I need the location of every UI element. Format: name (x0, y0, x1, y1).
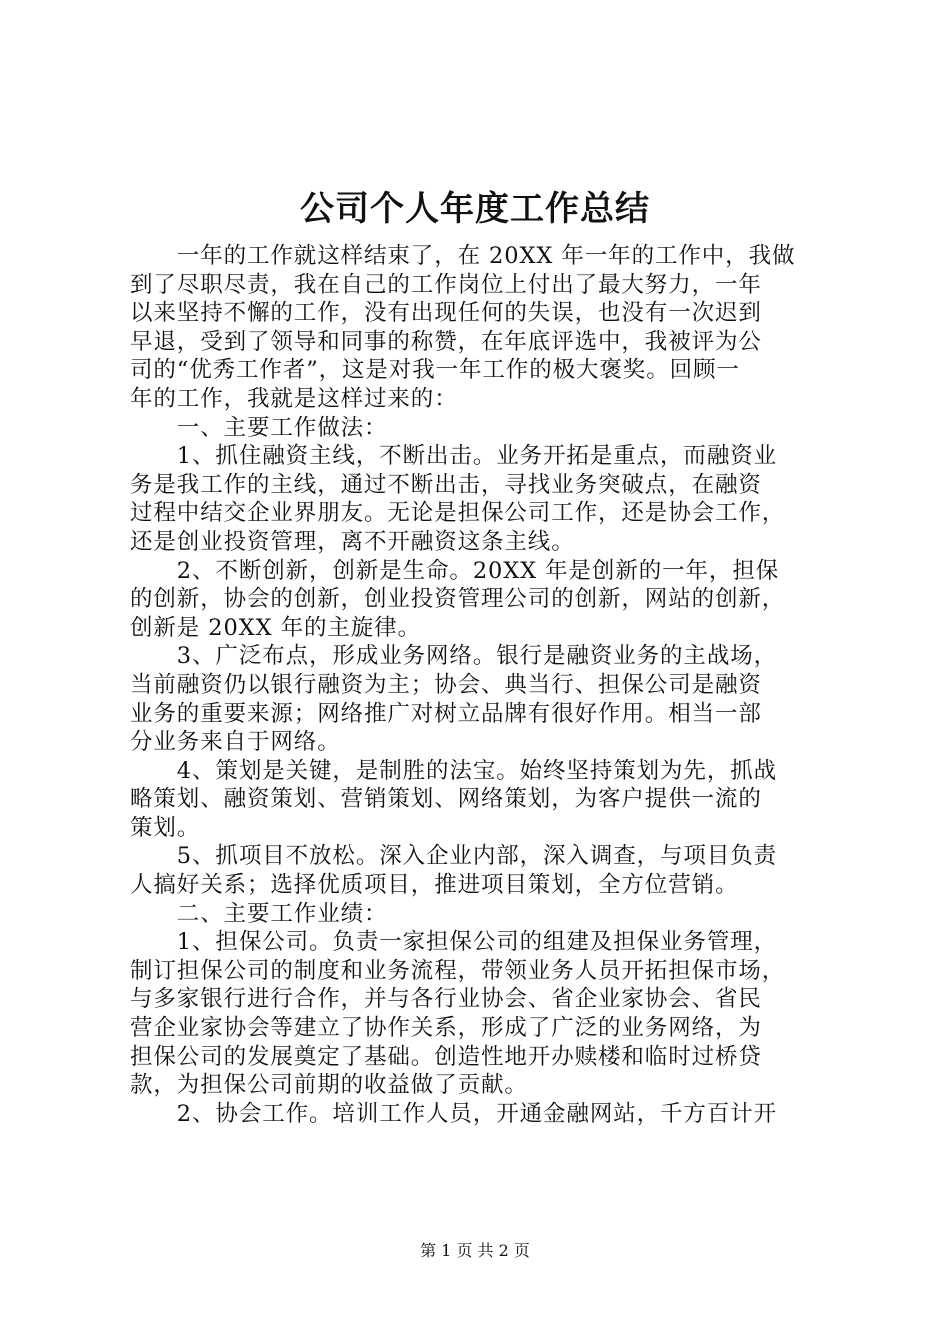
text-line: 1、担保公司。负责一家担保公司的组建及担保业务管理， (130, 929, 778, 956)
text-line: 略策划、融资策划、营销策划、网络策划，为客户提供一流的 (130, 786, 762, 813)
text-line: 过程中结交企业界朋友。无论是担保公司工作，还是协会工作， (130, 500, 786, 527)
text-line: 营企业家协会等建立了协作关系，形成了广泛的业务网络，为 (130, 1015, 762, 1042)
text-line: 的创新，协会的创新，创业投资管理公司的创新，网站的创新， (130, 586, 786, 613)
document-body (130, 242, 830, 1128)
text-line: 业务的重要来源；网络推广对树立品牌有很好作用。相当一部 (130, 700, 762, 727)
text-line: 担保公司的发展奠定了基础。创造性地开办赎楼和临时过桥贷 (130, 1043, 762, 1070)
text-line: 还是创业投资管理，离不开融资这条主线。 (130, 528, 575, 555)
text-line: 2、协会工作。培训工作人员，开通金融网站，千方百计开 (130, 1100, 778, 1127)
text-line: 3、广泛布点，形成业务网络。银行是融资业务的主战场， (130, 643, 778, 670)
section-heading: 一、主要工作做法： (130, 414, 388, 441)
text-line: 务是我工作的主线，通过不断出击，寻找业务突破点，在融资 (130, 471, 762, 498)
text-line: 人搞好关系；选择优质项目，推进项目策划，全方位营销。 (130, 872, 739, 899)
text-line: 2、不断创新，创新是生命。20XX 年是创新的一年，担保 (130, 557, 780, 584)
text-line: 一年的工作就这样结束了，在 20XX 年一年的工作中，我做 (130, 243, 796, 269)
section-heading: 二、主要工作业绩： (130, 900, 388, 927)
page-number-footer: 第 1 页 共 2 页 (420, 1241, 530, 1260)
text-line: 5、抓项目不放松。深入企业内部，深入调查，与项目负责 (130, 843, 778, 870)
text-line: 4、策划是关键，是制胜的法宝。始终坚持策划为先，抓战 (130, 757, 778, 784)
text-line: 当前融资仍以银行融资为主；协会、典当行、担保公司是融资 (130, 671, 762, 698)
text-line: 早退，受到了领导和同事的称赞，在年底评选中，我被评为公 (130, 328, 762, 355)
text-line: 款，为担保公司前期的收益做了贡献。 (130, 1072, 528, 1099)
text-line: 1、抓住融资主线，不断出击。业务开拓是重点，而融资业 (130, 443, 778, 470)
text-line: 制订担保公司的制度和业务流程，带领业务人员开拓担保市场， (130, 957, 786, 984)
text-line: 与多家银行进行合作，并与各行业协会、省企业家协会、省民 (130, 986, 762, 1013)
text-line: 以来坚持不懈的工作，没有出现任何的失误，也没有一次迟到 (130, 300, 762, 327)
text-line: 司的“优秀工作者”，这是对我一年工作的极大褒奖。回顾一 (130, 357, 740, 384)
text-line: 到了尽职尽责，我在自己的工作岗位上付出了最大努力，一年 (130, 271, 762, 298)
text-line: 分业务来自于网络。 (130, 729, 341, 756)
document-title: 公司个人年度工作总结 (300, 189, 650, 229)
text-line: 年的工作，我就是这样过来的： (130, 385, 458, 412)
text-line: 创新是 20XX 年的主旋律。 (130, 614, 421, 641)
text-line: 策划。 (130, 814, 201, 841)
